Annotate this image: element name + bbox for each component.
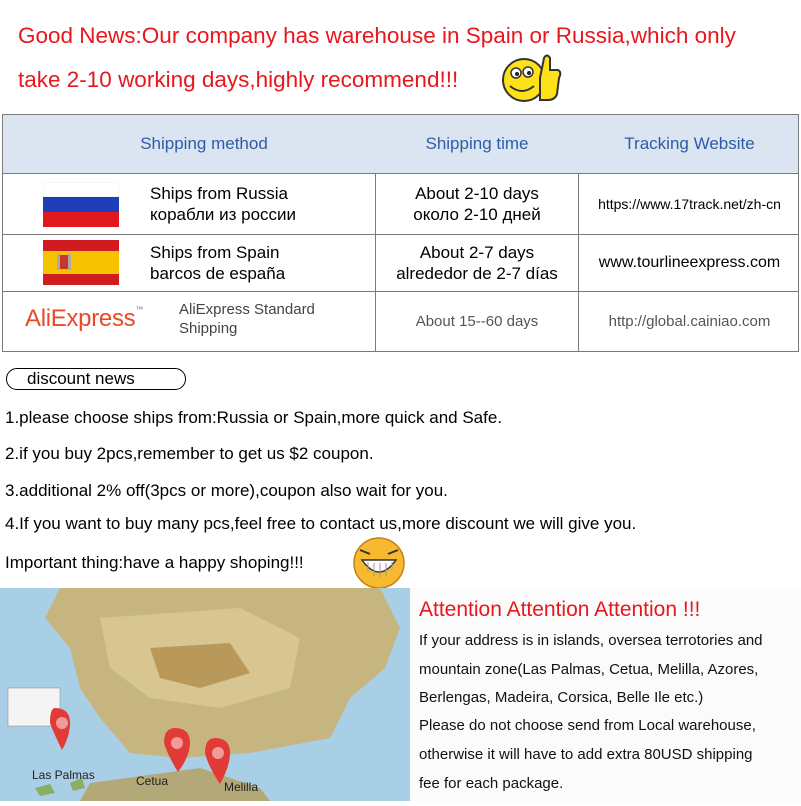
attention-title: Attention Attention Attention !!! [419,598,701,621]
header-shipping-time: Shipping time [425,134,529,153]
time-line: About 2-10 days [415,184,539,203]
thumbs-up-emoji-icon [500,50,562,106]
map-label-las-palmas: Las Palmas [32,768,95,782]
tracking-link[interactable]: www.tourlineexpress.com [598,254,781,271]
attention-line: Berlengas, Madeira, Corsica, Belle Ile etc.) [419,689,704,706]
shipping-table [2,114,799,352]
headline-line-1: Good News:Our company has warehouse in Spain or Russia,which only [18,23,736,48]
russia-flag-icon [43,182,119,227]
discount-news-label: discount news [6,368,186,390]
discount-item: 4.If you want to buy many pcs,feel free to contact us,more discount we will give you. [5,514,637,533]
method-line: Shipping [179,320,238,337]
method-line: Ships from Spain [150,243,280,262]
method-line: AliExpress Standard [179,301,315,318]
tracking-link[interactable]: http://global.cainiao.com [608,313,771,330]
discount-item: 2.if you buy 2pcs,remember to get us $2 coupon. [5,444,374,463]
header-shipping-method: Shipping method [140,134,268,153]
headline-line-2: take 2-10 working days,highly recommend!!! [18,67,459,92]
discount-item: 3.additional 2% off(3pcs or more),coupon also wait for you. [5,481,448,500]
important-note: Important thing:have a happy shoping!!! [5,553,304,572]
time-line: About 2-7 days [419,243,535,262]
tracking-link[interactable]: https://www.17track.net/zh-cn [598,196,781,212]
time-line: около 2-10 дней [413,205,541,224]
time-line: About 15--60 days [415,313,539,330]
table-header-row [3,115,798,174]
attention-line: otherwise it will have to add extra 80USD shipping [419,746,753,763]
discount-item: 1.please choose ships from:Russia or Spain,more quick and Safe. [5,408,503,427]
spain-map [0,588,410,801]
attention-line: mountain zone(Las Palmas, Cetua, Melilla, Azores, [419,661,759,678]
header-tracking-website: Tracking Website [624,134,755,153]
attention-line: Please do not choose send from Local warehouse, [419,717,756,734]
spain-flag-icon [43,240,119,285]
table-row [3,235,798,292]
time-line: alrededor de 2-7 días [396,264,558,283]
attention-line: If your address is in islands, oversea terrotories and [419,632,763,649]
aliexpress-logo: AliExpress™ [25,305,144,332]
table-row [3,174,798,235]
method-line: корабли из россии [150,205,297,224]
grin-emoji-icon [350,536,408,590]
table-row [3,292,798,351]
method-line: barcos de españa [150,264,286,283]
attention-panel [410,588,801,801]
attention-line: fee for each package. [419,775,564,792]
method-line: Ships from Russia [150,184,288,203]
good-news-headline [18,14,788,102]
map-label-cetua: Cetua [136,774,169,788]
map-label-melilla: Melilla [224,780,259,794]
